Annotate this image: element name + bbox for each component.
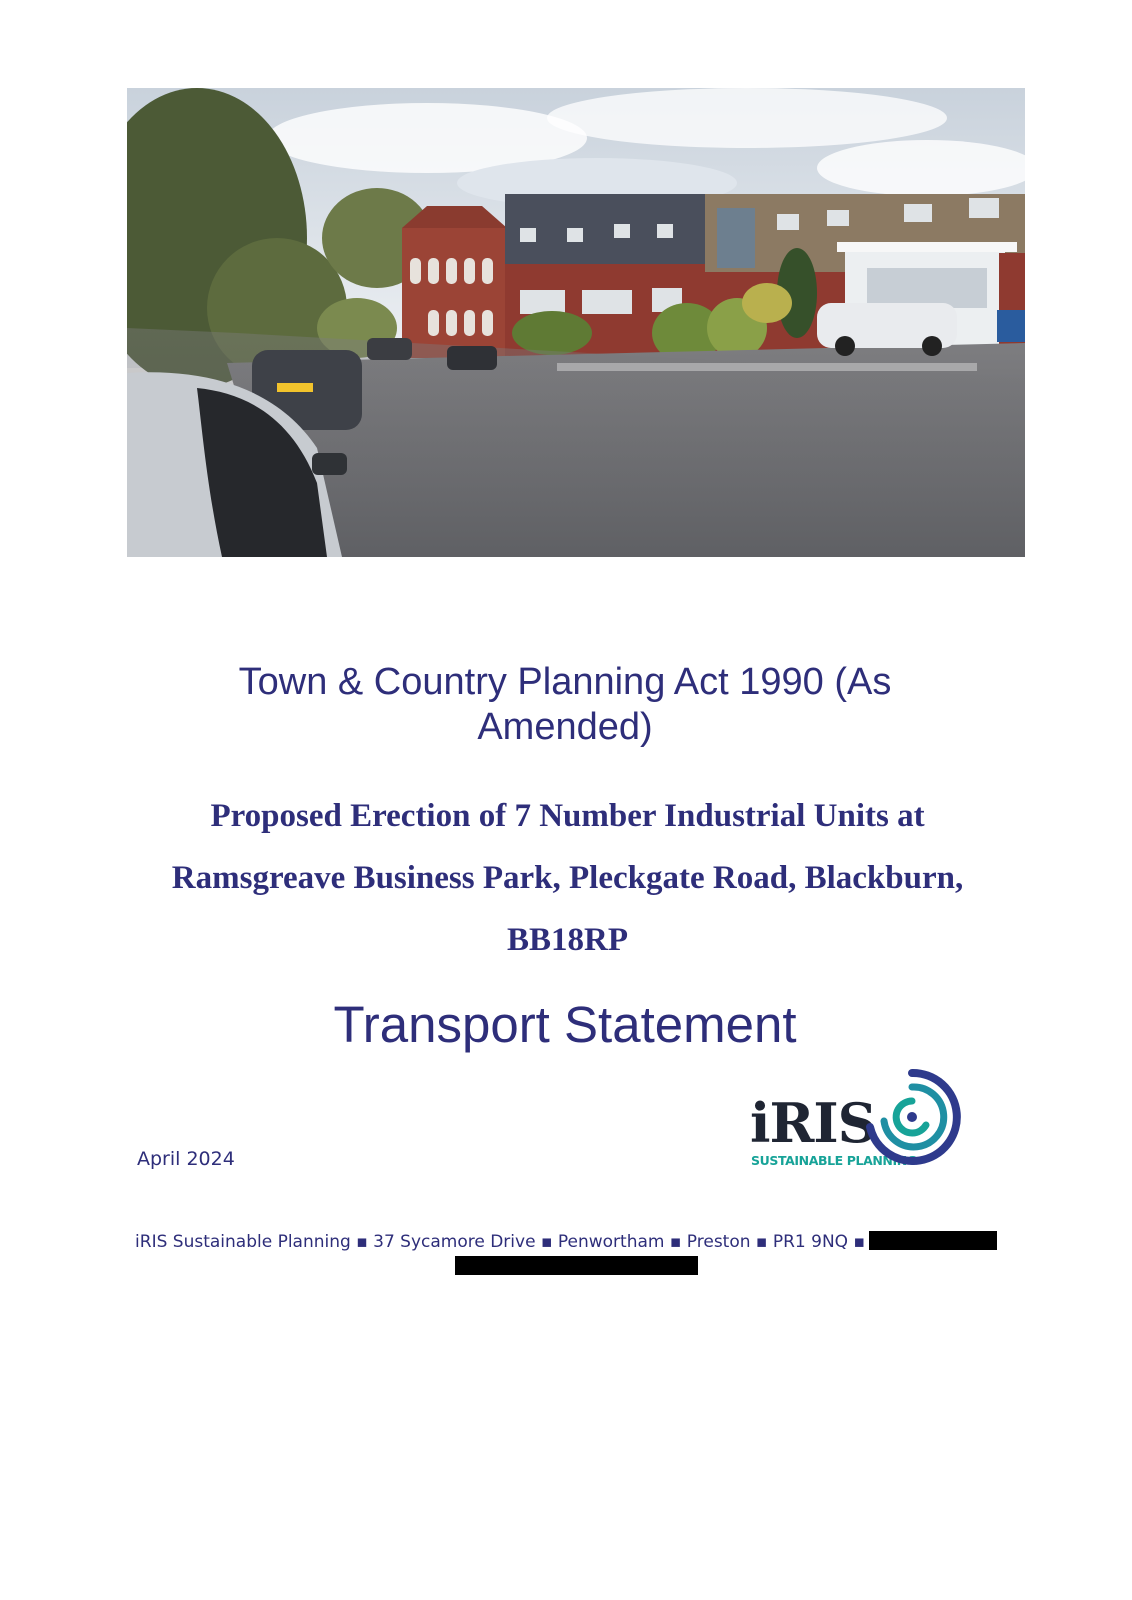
proposal-heading xyxy=(110,785,1025,971)
address-text: iRIS Sustainable Planning ▪ 37 Sycamore Drive ▪ Penwortham ▪ Preston ▪ PR1 9NQ ▪ xyxy=(135,1232,865,1252)
redaction-bar xyxy=(455,1256,698,1275)
proposal-line-1: Proposed Erection of 7 Number Industrial Units at xyxy=(210,798,925,834)
logo-swirl-icon xyxy=(860,1065,965,1170)
proposal-line-2: Ramsgreave Business Park, Pleckgate Road, Blackburn, xyxy=(171,860,964,896)
document-date: April 2024 xyxy=(137,1148,235,1170)
redaction-bar xyxy=(869,1231,997,1250)
proposal-line-3: BB18RP xyxy=(506,922,628,958)
act-title: Town & Country Planning Act 1990 (As Amended) xyxy=(238,661,892,748)
footer-address xyxy=(120,1230,1012,1255)
iris-logo xyxy=(750,1065,965,1175)
logo-tagline: SUSTAINABLE PLANNING xyxy=(751,1153,917,1168)
logo-wordmark: iRIS xyxy=(750,1091,876,1155)
cover-photo xyxy=(127,88,1025,557)
document-title: Transport Statement xyxy=(333,996,797,1053)
